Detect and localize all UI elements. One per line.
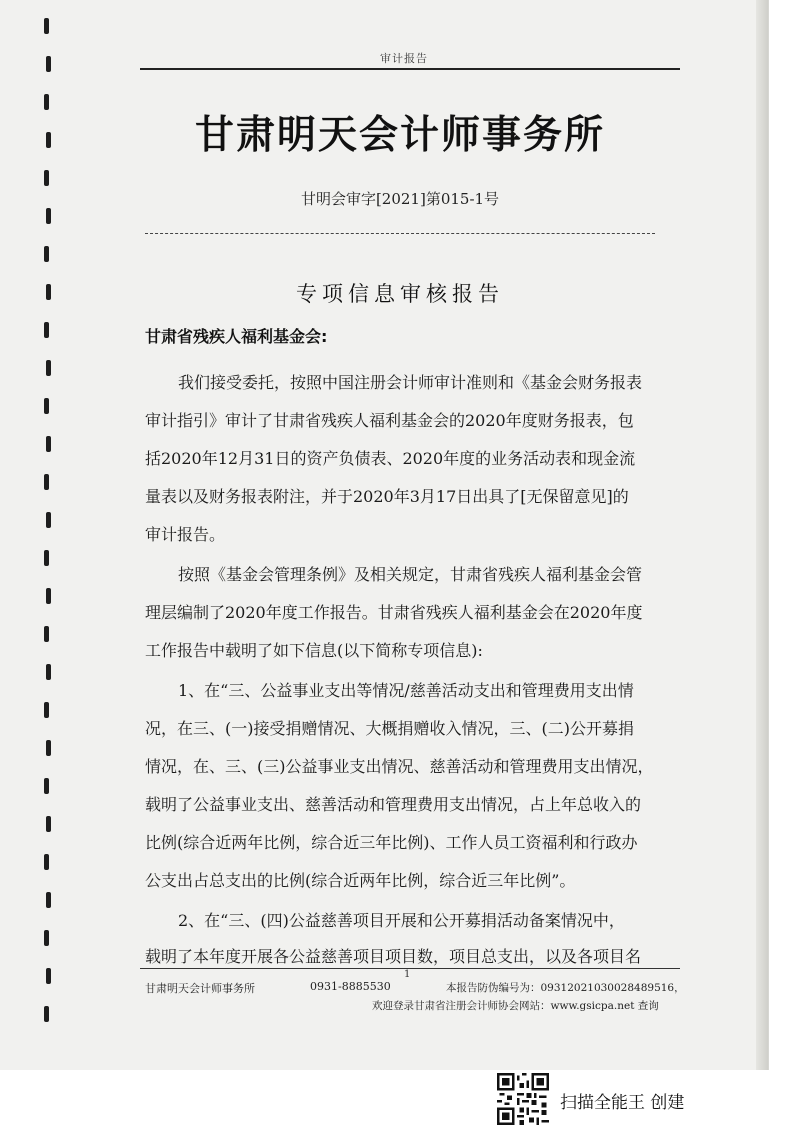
dashed-divider <box>145 233 655 234</box>
website-note: 欢迎登录甘肃省注册会计师协会网站：www.gsicpa.net 查询 <box>372 1000 659 1012</box>
firm-title: 甘肃明天会计师事务所 <box>194 113 605 158</box>
body-line: 2、在“三、(四)公益慈善项目开展和公开募捐活动备案情况中， <box>178 911 625 930</box>
binding-hole <box>46 588 51 604</box>
body-line: 况，在三、(一)接受捐赠情况、大概捐赠收入情况，三、(二)公开募捐 <box>145 719 634 738</box>
binding-hole <box>46 56 51 72</box>
binding-hole <box>44 18 49 34</box>
binding-hole <box>46 360 51 376</box>
binding-hole <box>44 778 49 794</box>
body-line: 我们接受委托，按照中国注册会计师审计准则和《基金会财务报表 <box>178 373 643 392</box>
binding-hole <box>44 322 49 338</box>
watermark-text: 扫描全能王 创建 <box>560 1093 685 1113</box>
body-line: 载明了本年度开展各公益慈善项目项目数，项目总支出，以及各项目名 <box>145 947 642 966</box>
binding-hole <box>44 626 49 642</box>
binding-hole <box>46 208 51 224</box>
binding-hole <box>46 892 51 908</box>
binding-hole <box>46 664 51 680</box>
binding-hole <box>46 436 51 452</box>
binding-hole <box>44 398 49 414</box>
body-line: 审计指引》审计了甘肃省残疾人福利基金会的2020年度财务报表，包 <box>145 411 634 430</box>
binding-hole <box>46 968 51 984</box>
binding-hole <box>44 246 49 262</box>
anti-fake-code: 本报告防伪编号为：09312021030028489516， <box>446 982 685 994</box>
page-number: 1 <box>404 969 411 980</box>
binding-hole <box>44 854 49 870</box>
document-number: 甘明会审字[2021]第015-1号 <box>300 190 500 208</box>
binding-hole <box>46 512 51 528</box>
body-line: 量表以及财务报表附注，并于2020年3月17日出具了[无保留意见]的 <box>145 487 629 506</box>
header-rule <box>140 68 680 70</box>
binding-hole <box>44 474 49 490</box>
addressee: 甘肃省残疾人福利基金会: <box>145 327 328 346</box>
report-title: 专项信息审核报告 <box>296 282 504 306</box>
footer-firm: 甘肃明天会计师事务所 <box>145 982 255 995</box>
binding-hole <box>44 702 49 718</box>
binding-holes <box>14 0 54 1070</box>
footer-phone: 0931-8885530 <box>310 980 391 993</box>
body-line: 工作报告中载明了如下信息(以下简称专项信息): <box>145 641 483 660</box>
body-line: 比例(综合近两年比例，综合近三年比例)、工作人员工资福利和行政办 <box>145 833 638 852</box>
header-label: 审计报告 <box>380 52 428 65</box>
page-edge-shadow <box>756 0 768 1070</box>
body-line: 情况，在、三、(三)公益事业支出情况、慈善活动和管理费用支出情况， <box>145 757 654 776</box>
body-line: 按照《基金会管理条例》及相关规定，甘肃省残疾人福利基金会管 <box>178 565 643 584</box>
body-line: 审计报告。 <box>145 525 226 544</box>
body-line: 括2020年12月31日的资产负债表、2020年度的业务活动表和现金流 <box>145 449 636 468</box>
binding-hole <box>44 550 49 566</box>
binding-hole <box>46 740 51 756</box>
binding-hole <box>44 1006 49 1022</box>
binding-hole <box>44 930 49 946</box>
body-line: 公支出占总支出的比例(综合近两年比例，综合近三年比例”。 <box>145 871 576 890</box>
body-line: 载明了公益事业支出、慈善活动和管理费用支出情况，占上年总收入的 <box>145 795 642 814</box>
body-line: 1、在“三、公益事业支出等情况/慈善活动支出和管理费用支出情 <box>178 681 634 700</box>
binding-hole <box>46 816 51 832</box>
body-line: 理层编制了2020年度工作报告。甘肃省残疾人福利基金会在2020年度 <box>145 603 643 622</box>
binding-hole <box>44 170 49 186</box>
qr-code-icon <box>497 1073 549 1125</box>
